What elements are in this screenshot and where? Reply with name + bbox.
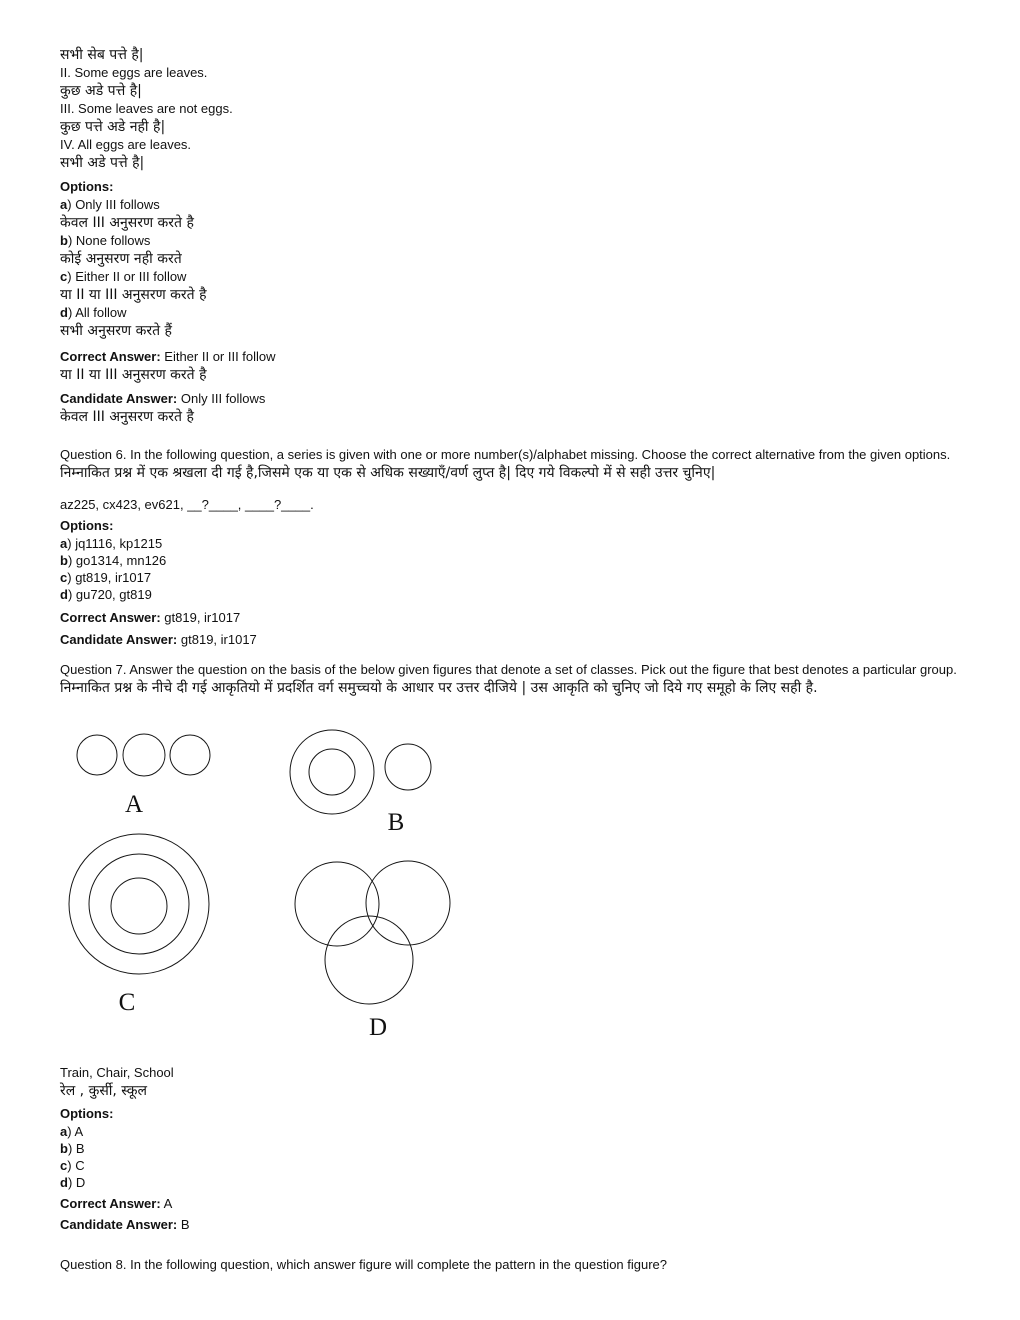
option-key: d bbox=[60, 587, 68, 602]
question-title-hindi: निम्नाकित प्रश्न में एक श्रखला दी गई है,जिसमे एक या एक से अधिक सख्याएँ/वर्ण लुप्त है| दिए गये विकल्पो में से सही उत्तर चुनिए| bbox=[60, 465, 716, 481]
correct-answer-line bbox=[60, 348, 980, 366]
venn-figures bbox=[60, 722, 520, 1042]
option-text: C bbox=[75, 1158, 85, 1173]
option-row-b bbox=[60, 1140, 980, 1157]
option-key: d bbox=[60, 1175, 68, 1190]
correct-answer-line bbox=[60, 609, 980, 627]
option-key: a bbox=[60, 536, 68, 551]
option-text: Either II or III follow bbox=[75, 269, 187, 284]
options-heading: Options: bbox=[60, 179, 114, 194]
option-separator: ) bbox=[67, 197, 76, 212]
option-row-b bbox=[60, 552, 980, 569]
option-separator: ) bbox=[67, 233, 76, 248]
figure-label-c: C bbox=[118, 989, 136, 1016]
correct-answer-value: gt819, ir1017 bbox=[164, 610, 241, 625]
option-key: b bbox=[60, 553, 68, 568]
option-hindi-a: केवल III अनुसरण करते है bbox=[60, 215, 194, 231]
option-text: All follow bbox=[75, 305, 127, 320]
candidate-answer-line bbox=[60, 631, 980, 649]
option-key: b bbox=[60, 233, 68, 248]
statement-line: II. Some eggs are leaves. bbox=[60, 65, 208, 80]
question5-block bbox=[60, 46, 980, 426]
circle bbox=[385, 744, 431, 790]
statement-line: IV. All eggs are leaves. bbox=[60, 137, 192, 152]
option-separator: ) bbox=[67, 305, 76, 320]
option-key: c bbox=[60, 1158, 68, 1173]
option-key: c bbox=[60, 269, 68, 284]
candidate-answer-hindi: केवल III अनुसरण करते है bbox=[60, 409, 194, 425]
question6-block bbox=[60, 446, 980, 649]
venn-figures-svg bbox=[60, 722, 520, 1042]
statement-line: III. Some leaves are not eggs. bbox=[60, 101, 233, 116]
correct-answer-hindi: या II या III अनुसरण करते है bbox=[60, 367, 207, 383]
items-line-hindi: रेल , कुर्सी, स्कूल bbox=[60, 1083, 148, 1099]
options-heading: Options: bbox=[60, 518, 114, 533]
correct-answer-label: Correct Answer: bbox=[60, 349, 161, 364]
option-separator: ) bbox=[67, 1158, 76, 1173]
candidate-answer-value: gt819, ir1017 bbox=[180, 632, 257, 647]
correct-answer-line bbox=[60, 1195, 980, 1213]
option-separator: ) bbox=[67, 1141, 76, 1156]
circle bbox=[77, 735, 117, 775]
circle bbox=[123, 734, 165, 776]
option-text: jq1116, kp1215 bbox=[75, 536, 163, 551]
correct-answer-label: Correct Answer: bbox=[60, 610, 161, 625]
circle bbox=[325, 916, 413, 1004]
option-row-c bbox=[60, 569, 980, 586]
option-key: a bbox=[60, 197, 68, 212]
option-hindi-d: सभी अनुसरण करते हैं bbox=[60, 323, 172, 339]
option-row-c bbox=[60, 268, 980, 286]
correct-answer-value: A bbox=[163, 1196, 173, 1211]
option-separator: ) bbox=[67, 587, 76, 602]
option-separator: ) bbox=[67, 1124, 75, 1139]
venn-figure-b bbox=[290, 730, 431, 836]
option-text: D bbox=[75, 1175, 86, 1190]
statement-line: सभी अडे पत्ते है| bbox=[60, 155, 145, 171]
option-key: c bbox=[60, 570, 68, 585]
option-key: b bbox=[60, 1141, 68, 1156]
venn-figure-d bbox=[295, 861, 450, 1041]
option-text: Only III follows bbox=[75, 197, 160, 212]
options-heading: Options: bbox=[60, 1106, 114, 1121]
question8-block bbox=[60, 1256, 980, 1274]
option-hindi-b: कोई अनुसरण नही करते bbox=[60, 251, 182, 267]
question-title: Question 8. In the following question, which answer figure will complete the pattern in the question figure? bbox=[60, 1257, 668, 1272]
candidate-answer-line bbox=[60, 390, 980, 408]
option-text: A bbox=[74, 1124, 84, 1139]
question-title-hindi: निम्नाकित प्रश्न के नीचे दी गई आकृतियो में प्रदर्शित वर्ग समुच्चयो के आधार पर उत्तर दीजिये | उस आकृति को चुनिए जो दिये गए समूहो के लिए सही है. bbox=[60, 680, 818, 696]
option-hindi-c: या II या III अनुसरण करते है bbox=[60, 287, 207, 303]
option-separator: ) bbox=[67, 536, 76, 551]
candidate-answer-label: Candidate Answer: bbox=[60, 1217, 178, 1232]
option-row-a bbox=[60, 1123, 980, 1140]
circle bbox=[170, 735, 210, 775]
circle bbox=[290, 730, 374, 814]
candidate-answer-label: Candidate Answer: bbox=[60, 391, 178, 406]
question-title: Question 6. In the following question, a series is given with one or more number(s)/alphabet missing. Choose the correct alternative from the given options. bbox=[60, 447, 951, 462]
option-row-d bbox=[60, 304, 980, 322]
candidate-answer-value: Only III follows bbox=[180, 391, 266, 406]
statement-line: सभी सेब पत्ते है| bbox=[60, 47, 144, 63]
option-text: B bbox=[75, 1141, 85, 1156]
option-text: None follows bbox=[75, 233, 151, 248]
option-row-c bbox=[60, 1157, 980, 1174]
figure-label-a: A bbox=[124, 791, 144, 818]
figure-label-d: D bbox=[368, 1014, 388, 1041]
option-row-a bbox=[60, 535, 980, 552]
candidate-answer-line bbox=[60, 1216, 980, 1234]
option-key: a bbox=[60, 1124, 68, 1139]
candidate-answer-label: Candidate Answer: bbox=[60, 632, 178, 647]
circle bbox=[309, 749, 355, 795]
circle bbox=[89, 854, 189, 954]
option-separator: ) bbox=[67, 553, 76, 568]
option-row-a bbox=[60, 196, 980, 214]
circle bbox=[69, 834, 209, 974]
statement-line: कुछ अडे पत्ते है| bbox=[60, 83, 142, 99]
statement-line: कुछ पत्ते अडे नही है| bbox=[60, 119, 166, 135]
option-row-d bbox=[60, 586, 980, 603]
question-title: Question 7. Answer the question on the basis of the below given figures that denote a set of classes. Pick out the figure that best denotes a particular group. bbox=[60, 662, 957, 677]
option-separator: ) bbox=[67, 269, 76, 284]
option-row-b bbox=[60, 232, 980, 250]
figure-label-b: B bbox=[387, 809, 405, 836]
venn-figure-c bbox=[69, 834, 209, 1016]
option-text: gt819, ir1017 bbox=[75, 570, 152, 585]
option-text: gu720, gt819 bbox=[75, 587, 152, 602]
option-key: d bbox=[60, 305, 68, 320]
option-text: go1314, mn126 bbox=[75, 553, 167, 568]
option-separator: ) bbox=[67, 1175, 76, 1190]
option-separator: ) bbox=[67, 570, 76, 585]
option-row-d bbox=[60, 1174, 980, 1191]
venn-figure-a bbox=[77, 734, 210, 818]
items-line: Train, Chair, School bbox=[60, 1065, 174, 1080]
correct-answer-value: Either II or III follow bbox=[164, 349, 276, 364]
candidate-answer-value: B bbox=[180, 1217, 190, 1232]
correct-answer-label: Correct Answer: bbox=[60, 1196, 161, 1211]
series-line: az225, cx423, ev621, __?____, ____?____. bbox=[60, 497, 314, 512]
circle bbox=[111, 878, 167, 934]
question7-block bbox=[60, 661, 980, 1234]
